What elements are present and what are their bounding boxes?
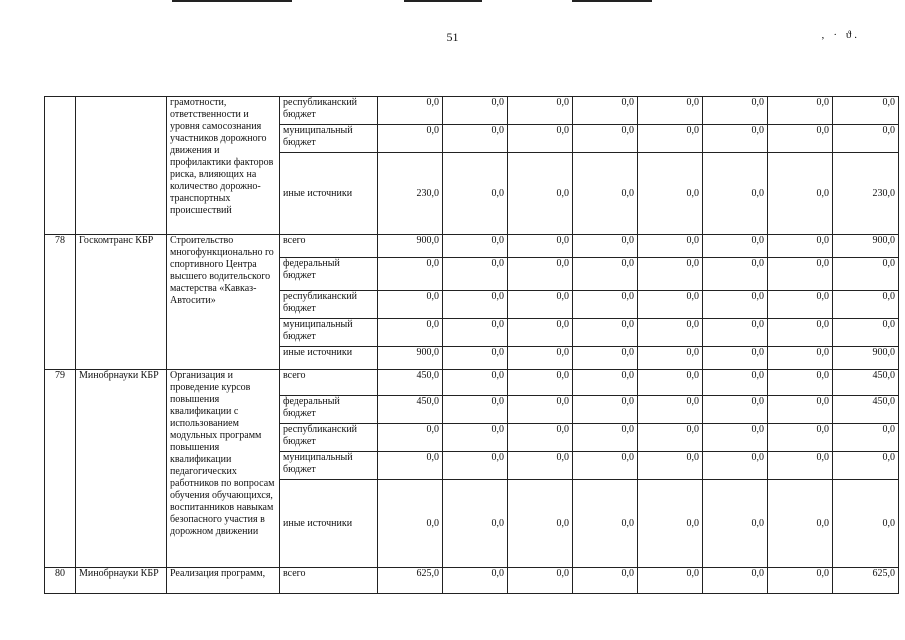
- table-row: [45, 235, 899, 258]
- value-cell: 450,0: [378, 370, 443, 396]
- value-cell: 450,0: [833, 396, 899, 424]
- value-cell: 0,0: [508, 153, 573, 235]
- source-label: иные источники: [280, 153, 378, 235]
- value-cell: 0,0: [378, 258, 443, 291]
- value-cell: 0,0: [703, 291, 768, 319]
- value-cell: 0,0: [508, 97, 573, 125]
- value-cell: 0,0: [703, 568, 768, 594]
- value-cell: 0,0: [573, 125, 638, 153]
- value-cell: 0,0: [378, 97, 443, 125]
- value-cell: 0,0: [768, 291, 833, 319]
- source-label: иные источники: [280, 480, 378, 568]
- value-cell: 0,0: [443, 153, 508, 235]
- value-cell: 0,0: [768, 319, 833, 347]
- value-cell: 0,0: [768, 452, 833, 480]
- value-cell: 0,0: [638, 258, 703, 291]
- description-cell: грамотности, ответственности и уровня самосознания участников дорожного движения и профилактики факторов риска, влияющих на количество дорожно-транспортных происшествий: [167, 97, 280, 235]
- page-number: 51: [446, 30, 459, 44]
- value-cell: 230,0: [833, 153, 899, 235]
- value-cell: 0,0: [508, 347, 573, 370]
- value-cell: 0,0: [638, 568, 703, 594]
- value-cell: 0,0: [508, 452, 573, 480]
- value-cell: 0,0: [638, 235, 703, 258]
- value-cell: 0,0: [443, 452, 508, 480]
- row-number: [45, 97, 76, 235]
- value-cell: 0,0: [638, 125, 703, 153]
- value-cell: 0,0: [508, 568, 573, 594]
- row-number: 78: [45, 235, 76, 370]
- value-cell: 0,0: [378, 424, 443, 452]
- value-cell: 0,0: [443, 258, 508, 291]
- value-cell: 0,0: [508, 424, 573, 452]
- value-cell: 0,0: [573, 568, 638, 594]
- value-cell: 0,0: [573, 319, 638, 347]
- value-cell: 0,0: [378, 452, 443, 480]
- value-cell: 0,0: [703, 424, 768, 452]
- value-cell: 0,0: [833, 258, 899, 291]
- value-cell: 0,0: [508, 396, 573, 424]
- value-cell: 0,0: [638, 424, 703, 452]
- value-cell: 0,0: [508, 125, 573, 153]
- value-cell: 0,0: [638, 396, 703, 424]
- value-cell: 0,0: [768, 125, 833, 153]
- value-cell: 0,0: [573, 396, 638, 424]
- value-cell: 0,0: [443, 235, 508, 258]
- value-cell: 0,0: [378, 480, 443, 568]
- value-cell: 0,0: [768, 258, 833, 291]
- value-cell: 0,0: [508, 319, 573, 347]
- value-cell: 0,0: [768, 347, 833, 370]
- value-cell: 450,0: [833, 370, 899, 396]
- value-cell: 0,0: [443, 319, 508, 347]
- value-cell: 0,0: [768, 153, 833, 235]
- value-cell: 0,0: [833, 125, 899, 153]
- source-label: федеральный бюджет: [280, 396, 378, 424]
- source-label: муниципальный бюджет: [280, 125, 378, 153]
- value-cell: 0,0: [378, 125, 443, 153]
- source-label: республиканский бюджет: [280, 424, 378, 452]
- value-cell: 0,0: [703, 347, 768, 370]
- value-cell: 0,0: [833, 319, 899, 347]
- value-cell: 0,0: [638, 480, 703, 568]
- value-cell: 0,0: [638, 319, 703, 347]
- table-row: [45, 97, 899, 125]
- value-cell: 0,0: [703, 319, 768, 347]
- value-cell: 0,0: [703, 97, 768, 125]
- value-cell: 0,0: [703, 396, 768, 424]
- value-cell: 900,0: [378, 235, 443, 258]
- value-cell: 0,0: [378, 291, 443, 319]
- value-cell: 0,0: [378, 319, 443, 347]
- value-cell: 0,0: [833, 424, 899, 452]
- source-label: всего: [280, 370, 378, 396]
- value-cell: 0,0: [833, 291, 899, 319]
- value-cell: 0,0: [443, 568, 508, 594]
- value-cell: 0,0: [768, 235, 833, 258]
- value-cell: 0,0: [573, 235, 638, 258]
- value-cell: 0,0: [443, 347, 508, 370]
- value-cell: 450,0: [378, 396, 443, 424]
- value-cell: 0,0: [833, 452, 899, 480]
- value-cell: 900,0: [833, 347, 899, 370]
- value-cell: 0,0: [573, 291, 638, 319]
- value-cell: 0,0: [443, 97, 508, 125]
- source-label: республиканский бюджет: [280, 291, 378, 319]
- value-cell: 0,0: [703, 153, 768, 235]
- value-cell: 0,0: [768, 396, 833, 424]
- value-cell: 0,0: [443, 291, 508, 319]
- value-cell: 0,0: [443, 480, 508, 568]
- organization-cell: [76, 97, 167, 235]
- value-cell: 0,0: [768, 97, 833, 125]
- value-cell: 0,0: [638, 347, 703, 370]
- table-row: [45, 370, 899, 396]
- value-cell: 0,0: [703, 480, 768, 568]
- value-cell: 0,0: [508, 258, 573, 291]
- value-cell: 900,0: [378, 347, 443, 370]
- value-cell: 0,0: [573, 347, 638, 370]
- value-cell: 0,0: [508, 235, 573, 258]
- source-label: иные источники: [280, 347, 378, 370]
- source-label: республиканский бюджет: [280, 97, 378, 125]
- value-cell: 0,0: [443, 125, 508, 153]
- corner-mark: ‚ · ϑ.: [821, 29, 861, 41]
- source-label: всего: [280, 568, 378, 594]
- value-cell: 0,0: [703, 258, 768, 291]
- description-cell: Строительство многофункционально го спортивного Центра высшего водительского мастерства «Кавказ-Автосити»: [167, 235, 280, 370]
- value-cell: 0,0: [703, 235, 768, 258]
- source-label: муниципальный бюджет: [280, 452, 378, 480]
- table-row: [45, 568, 899, 594]
- budget-table: [44, 96, 899, 594]
- value-cell: 0,0: [638, 97, 703, 125]
- value-cell: 0,0: [638, 153, 703, 235]
- value-cell: 0,0: [833, 480, 899, 568]
- value-cell: 0,0: [573, 153, 638, 235]
- top-scan-marks: [0, 0, 905, 4]
- value-cell: 0,0: [508, 370, 573, 396]
- value-cell: 0,0: [573, 97, 638, 125]
- value-cell: 0,0: [573, 480, 638, 568]
- value-cell: 0,0: [833, 97, 899, 125]
- source-label: всего: [280, 235, 378, 258]
- value-cell: 625,0: [378, 568, 443, 594]
- value-cell: 0,0: [573, 258, 638, 291]
- row-number: 79: [45, 370, 76, 568]
- description-cell: Организация и проведение курсов повышения квалификации с использованием модульных программ повышения квалификации педагогических работников по вопросам обучения обучающихся, воспитанников навыкам безопасного участия в дорожном движении: [167, 370, 280, 568]
- value-cell: 0,0: [573, 424, 638, 452]
- value-cell: 0,0: [703, 370, 768, 396]
- value-cell: 900,0: [833, 235, 899, 258]
- value-cell: 0,0: [443, 424, 508, 452]
- source-label: муниципальный бюджет: [280, 319, 378, 347]
- value-cell: 0,0: [573, 370, 638, 396]
- value-cell: 0,0: [768, 424, 833, 452]
- value-cell: 0,0: [508, 291, 573, 319]
- value-cell: 0,0: [443, 370, 508, 396]
- value-cell: 0,0: [508, 480, 573, 568]
- row-number: 80: [45, 568, 76, 594]
- value-cell: 0,0: [443, 396, 508, 424]
- organization-cell: Минобрнауки КБР: [76, 568, 167, 594]
- value-cell: 0,0: [703, 125, 768, 153]
- value-cell: 0,0: [768, 568, 833, 594]
- value-cell: 0,0: [638, 291, 703, 319]
- value-cell: 230,0: [378, 153, 443, 235]
- organization-cell: Госкомтранс КБР: [76, 235, 167, 370]
- value-cell: 625,0: [833, 568, 899, 594]
- value-cell: 0,0: [638, 370, 703, 396]
- organization-cell: Минобрнауки КБР: [76, 370, 167, 568]
- value-cell: 0,0: [768, 480, 833, 568]
- value-cell: 0,0: [573, 452, 638, 480]
- description-cell: Реализация программ,: [167, 568, 280, 594]
- value-cell: 0,0: [768, 370, 833, 396]
- value-cell: 0,0: [703, 452, 768, 480]
- value-cell: 0,0: [638, 452, 703, 480]
- source-label: федеральный бюджет: [280, 258, 378, 291]
